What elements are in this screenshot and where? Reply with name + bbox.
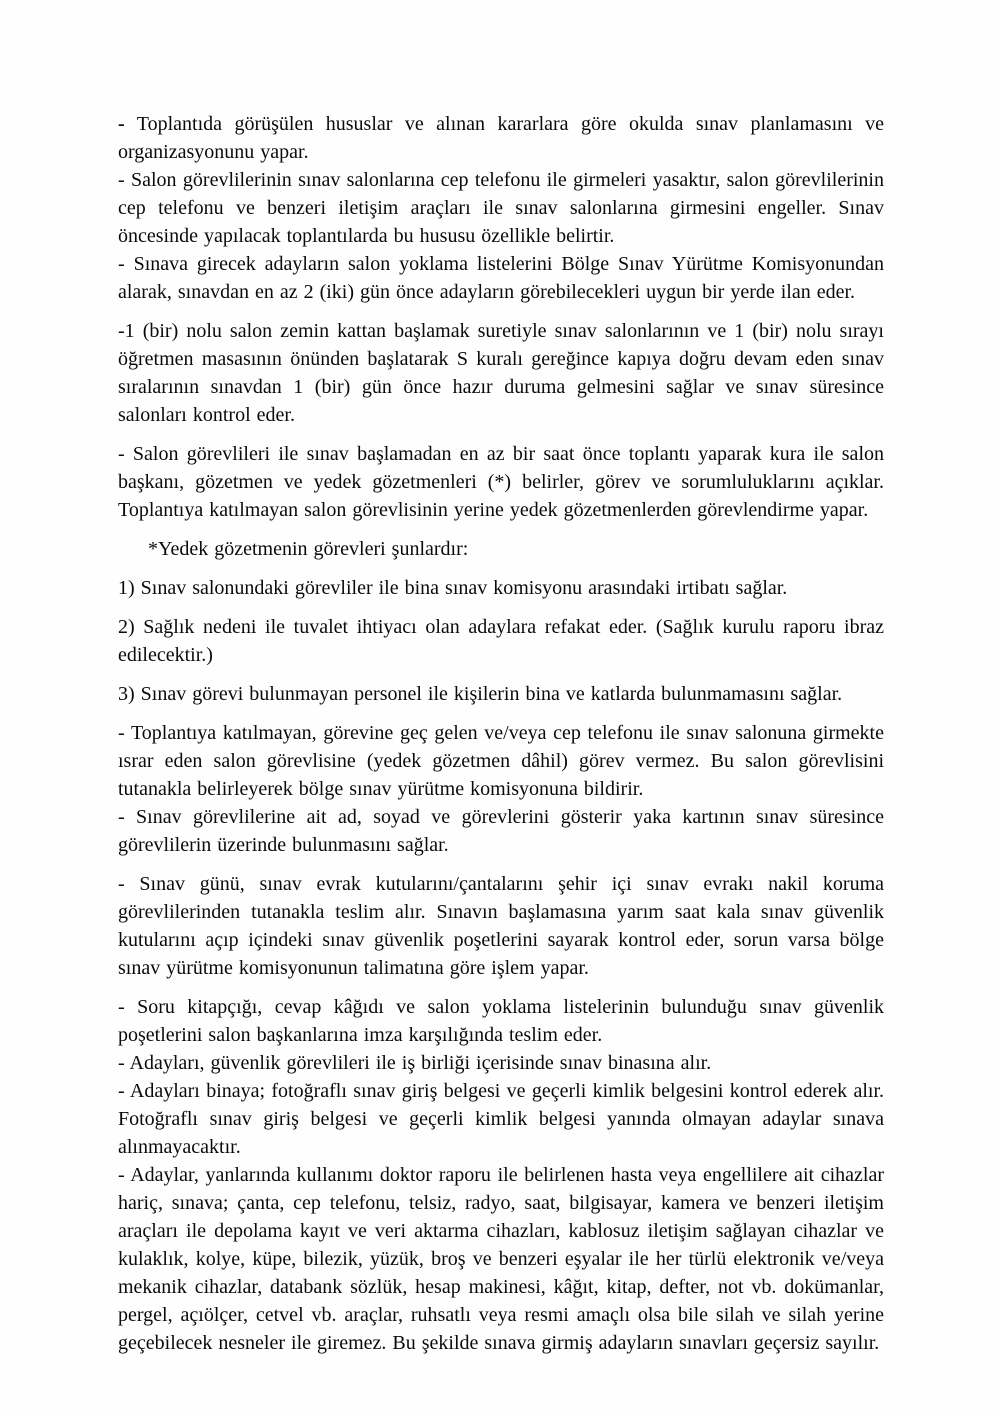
paragraph-text: - Sınava girecek adayların salon yoklama listelerini Bölge Sınav Yürütme Komisyonundan alarak, sınavdan en az 2 (iki) gün önce adayların görebilecekleri uygun bir yerde ilan eder. — [118, 253, 884, 303]
bold-dash-marker: - — [118, 113, 125, 135]
paragraph-text: - Salon görevlileri ile sınav başlamadan en az bir saat önce toplantı yaparak kura ile salon başkanı, gözetmen ve yedek gözetmenleri (*) belirler, görev ve sorumluluklarını açıklar. Toplantıya katılmayan salon görevlisinin yerine yedek gözetmenlerden görevlendirme yapar. — [118, 443, 884, 521]
paragraph-phone-ban — [118, 166, 884, 250]
paragraph-attendance-lists — [118, 250, 884, 306]
paragraph-text: *Yedek gözetmenin görevleri şunlardır: — [148, 538, 469, 560]
paragraph-late-officials — [118, 719, 884, 803]
paragraph-duty-1 — [118, 574, 884, 602]
paragraph-prohibited-items — [118, 1161, 884, 1357]
paragraph-text: - Adayları binaya; fotoğraflı sınav giriş belgesi ve geçerli kimlik belgesini kontrol ederek alır. Fotoğraflı sınav giriş belgesi ve geçerli kimlik belgesi yanında olmayan adaylar sınava alınmayacaktır. — [118, 1080, 884, 1158]
paragraph-candidate-admission — [118, 1049, 884, 1077]
paragraph-meeting-planning — [118, 110, 884, 166]
paragraph-text: - Adaylar, yanlarında kullanımı doktor raporu ile belirlenen hasta veya engellilere ait cihazlar hariç, sınava; çanta, cep telefonu, telsiz, radyo, saat, bilgisayar, kamera ve benzeri iletişim araçları ile depolama kayıt ve veri aktarma cihazları, kablosuz iletişim sağlayan cihazlar ve kulaklık, kolye, küpe, bilezik, yüzük, broş ve benzeri eşyalar ile her türlü elektronik ve/veya mekanik cihazlar, databank sözlük, hesap makinesi, kâğıt, kitap, defter, not vb. dokümanlar, pergel, açıölçer, cetvel vb. araçlar, ruhsatlı veya resmi amaçlı olsa bile silah ve silah yerine geçebilecek nesneler ile giremez. Bu şekilde sınava girmiş adayların sınavları geçersiz sayılır. — [118, 1164, 884, 1354]
paragraph-text: -1 (bir) nolu salon zemin kattan başlamak suretiyle sınav salonlarının ve 1 (bir) nolu sırayı öğretmen masasının önünden başlatarak S kuralı gereğince kapıya doğru devam eden sınav sıralarının sınavdan 1 (bir) gün önce hazır duruma gelmesini sağlar ve sınav süresince salonları kontrol eder. — [118, 320, 884, 426]
paragraph-text: Toplantıda görüşülen hususlar ve alınan kararlara göre okulda sınav planlamasını ve organizasyonunu yapar. — [118, 113, 885, 163]
paragraph-text: 3) Sınav görevi bulunmayan personel ile kişilerin bina ve katlarda bulunmamasını sağlar. — [118, 683, 843, 705]
paragraph-text: - Salon görevlilerinin sınav salonlarına cep telefonu ile girmeleri yasaktır, salon görevlilerinin cep telefonu ve benzeri iletişim araçları ile sınav salonlarına girmesini engeller. Sınav öncesinde yapılacak toplantılarda bu hususu özellikle belirtir. — [118, 169, 884, 247]
paragraph-text: - Sınav günü, sınav evrak kutularını/çantalarını şehir içi sınav evrakı nakil koruma görevlilerinden tutanakla teslim alır. Sınavın başlamasına yarım saat kala sınav güvenlik kutularını açıp içindeki sınav güvenlik poşetlerini sayarak kontrol eder, sorun varsa bölge sınav yürütme komisyonunun talimatına göre işlem yapar. — [118, 873, 884, 979]
paragraph-pre-exam-meeting — [118, 440, 884, 524]
paragraph-salon-numbering — [118, 317, 884, 429]
paragraph-text: 2) Sağlık nedeni ile tuvalet ihtiyacı olan adaylara refakat eder. (Sağlık kurulu raporu ibraz edilecektir.) — [118, 616, 884, 666]
paragraph-duty-2 — [118, 613, 884, 669]
paragraph-text: - Adayları, güvenlik görevlileri ile iş birliği içerisinde sınav binasına alır. — [118, 1052, 712, 1074]
paragraph-duty-3 — [118, 680, 884, 708]
paragraph-substitute-proctor-heading — [118, 535, 884, 563]
paragraph-security-envelopes — [118, 993, 884, 1049]
paragraph-text: - Sınav görevlilerine ait ad, soyad ve görevlerini gösterir yaka kartının sınav süresince görevlilerin üzerinde bulunmasını sağlar. — [118, 806, 884, 856]
paragraph-exam-day-boxes — [118, 870, 884, 982]
paragraph-text: - Soru kitapçığı, cevap kâğıdı ve salon yoklama listelerinin bulunduğu sınav güvenlik poşetlerini salon başkanlarına imza karşılığında teslim eder. — [118, 996, 884, 1046]
paragraph-id-check — [118, 1077, 884, 1161]
paragraph-text: - Toplantıya katılmayan, görevine geç gelen ve/veya cep telefonu ile sınav salonuna girmekte ısrar eden salon görevlisine (yedek gözetmen dâhil) görev vermez. Bu salon görevlisini tutanakla belirleyerek bölge sınav yürütme komisyonuna bildirir. — [118, 722, 884, 800]
paragraph-badge-requirement — [118, 803, 884, 859]
paragraph-text: 1) Sınav salonundaki görevliler ile bina sınav komisyonu arasındaki irtibatı sağlar. — [118, 577, 788, 599]
